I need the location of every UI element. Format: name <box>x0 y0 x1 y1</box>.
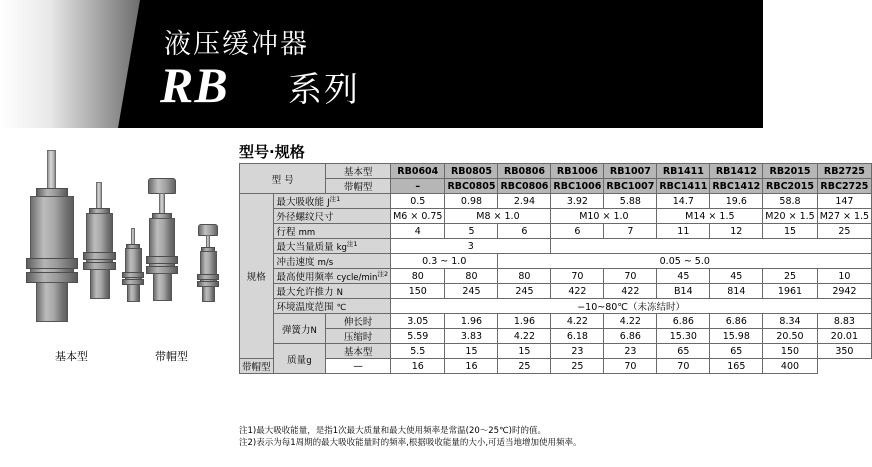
cell-spring-extend-8: 8.83 <box>817 314 871 329</box>
cell-max-thrust-5: B14 <box>657 284 710 299</box>
cell-max-energy-7: 58.8 <box>763 194 817 209</box>
row-label-spring-force-text: 弹簧力 <box>281 324 311 336</box>
cell-spring-extend-6: 6.86 <box>710 314 763 329</box>
table-row-max-thrust <box>240 284 872 299</box>
row-label-mass-unit: g <box>306 355 312 366</box>
cell-mass-basic-3: 23 <box>551 344 604 359</box>
cell-max-freq-0: 80 <box>391 269 445 284</box>
cell-spring-compress-1: 3.83 <box>445 329 498 344</box>
row-label-max-thrust <box>273 284 391 299</box>
cell-spring-extend-5: 6.86 <box>657 314 710 329</box>
cell-thread-3: M14 × 1.5 <box>657 209 763 224</box>
page-title-series: 系列 <box>288 70 360 110</box>
table-row-mass-capped <box>240 359 872 374</box>
col-header-2: RB0806 <box>498 164 551 179</box>
header-black-panel <box>140 0 763 128</box>
table-row-max-mass <box>240 239 872 254</box>
cell-spring-extend-3: 4.22 <box>551 314 604 329</box>
row-label-spec-group <box>240 194 274 359</box>
page-header <box>0 0 763 128</box>
cap-col-header-7: RBC2015 <box>763 179 817 194</box>
row-label-mass-text: 质量 <box>287 354 307 366</box>
cell-max-freq-8: 10 <box>817 269 871 284</box>
table-row-spring-extend <box>240 314 872 329</box>
row-label-max-mass-text: 最大当量质量 <box>276 242 334 254</box>
cell-max-freq-7: 25 <box>763 269 817 284</box>
table-row-model-basic <box>240 164 872 179</box>
cell-stroke-1: 5 <box>445 224 498 239</box>
row-label-max-thrust-text: 最大允许推力 <box>276 287 334 299</box>
row-label-max-freq-text: 最高使用频率 <box>276 272 334 284</box>
cell-mass-basic-5: 65 <box>657 344 710 359</box>
cell-max-freq-4: 70 <box>604 269 657 284</box>
row-label-temp-range <box>273 299 391 314</box>
cell-spring-extend-4: 4.22 <box>604 314 657 329</box>
cell-stroke-7: 15 <box>763 224 817 239</box>
cell-max-energy-3: 3.92 <box>551 194 604 209</box>
cell-stroke-6: 12 <box>710 224 763 239</box>
cell-max-freq-5: 45 <box>657 269 710 284</box>
row-label-max-energy-note: 注1 <box>329 195 341 203</box>
cell-mass-cap-1: 16 <box>391 359 445 374</box>
row-label-impact-speed-unit: m/s <box>317 258 334 269</box>
row-label-thread: 外径螺纹尺寸 <box>273 209 391 224</box>
row-label-temp-range-unit: ℃ <box>336 303 347 314</box>
row-label-spring-extend: 伸长时 <box>326 314 391 329</box>
row-label-temp-range-text: 环境温度范围 <box>276 302 334 314</box>
cell-stroke-0: 4 <box>391 224 445 239</box>
cell-impact-speed-0: 0.3 ~ 1.0 <box>391 254 498 269</box>
col-header-3: RB1006 <box>551 164 604 179</box>
cell-mass-basic-2: 15 <box>498 344 551 359</box>
table-row-max-frequency <box>240 269 872 284</box>
row-label-mass-cap: 带帽型 <box>240 359 274 374</box>
cell-mass-basic-1: 15 <box>445 344 498 359</box>
cap-col-header-1: RBC0805 <box>445 179 498 194</box>
table-row-max-energy <box>240 194 872 209</box>
footnote-2: 注2)表示为每1周期的最大吸收能量时的频率,根据吸收能量的大小,可适当地增加使用频率。 <box>239 438 582 449</box>
table-row-model-capped <box>240 179 872 194</box>
product-illustrations <box>0 140 228 370</box>
row-label-max-freq-note: 注2 <box>377 270 389 279</box>
cell-mass-basic-6: 65 <box>710 344 763 359</box>
cell-max-freq-3: 70 <box>551 269 604 284</box>
cell-max-freq-6: 45 <box>710 269 763 284</box>
cell-mass-cap-3: 25 <box>498 359 551 374</box>
cell-mass-basic-0: 5.5 <box>391 344 445 359</box>
cell-spring-extend-7: 8.34 <box>763 314 817 329</box>
row-label-spring-compress: 压缩时 <box>326 329 391 344</box>
cap-col-header-8: RBC2725 <box>817 179 871 194</box>
row-label-max-mass-note: 注1 <box>346 240 358 249</box>
cell-mass-basic-4: 23 <box>604 344 657 359</box>
cell-max-thrust-7: 1961 <box>763 284 817 299</box>
table-row-mass-basic <box>240 344 872 359</box>
row-label-max-freq-unit: cycle/min <box>336 273 378 284</box>
cell-mass-cap-8: 400 <box>763 359 817 374</box>
cell-stroke-8: 25 <box>817 224 871 239</box>
cap-col-header-3: RBC1006 <box>551 179 604 194</box>
row-label-spring-force <box>273 314 326 344</box>
row-label-stroke-unit: mm <box>298 228 316 239</box>
row-label-stroke <box>273 224 391 239</box>
row-label-model-group: 型 号 <box>240 164 326 194</box>
page-title-cn: 液压缓冲器 <box>164 29 309 60</box>
cell-stroke-4: 7 <box>604 224 657 239</box>
caption-basic-type: 基本型 <box>55 350 88 363</box>
cell-max-thrust-3: 422 <box>551 284 604 299</box>
cell-spring-compress-4: 6.86 <box>604 329 657 344</box>
row-label-type-basic: 基本型 <box>326 164 391 179</box>
cell-max-energy-0: 0.5 <box>391 194 445 209</box>
cell-max-mass-1 <box>551 239 872 254</box>
cap-col-header-0: – <box>391 179 445 194</box>
caption-capped-type: 带帽型 <box>155 350 188 363</box>
table-footnotes <box>239 425 582 450</box>
cell-impact-speed-1: 0.05 ~ 5.0 <box>498 254 872 269</box>
row-label-spring-force-unit: N <box>310 325 317 336</box>
row-label-stroke-text: 行程 <box>276 227 296 239</box>
table-row-impact-speed <box>240 254 872 269</box>
cap-col-header-2: RBC0806 <box>498 179 551 194</box>
cell-thread-4: M20 × 1.5 <box>763 209 817 224</box>
cell-spring-compress-7: 20.50 <box>763 329 817 344</box>
col-header-0: RB0604 <box>391 164 445 179</box>
cell-spring-compress-6: 15.98 <box>710 329 763 344</box>
cell-max-thrust-6: 814 <box>710 284 763 299</box>
cell-max-mass-0: 3 <box>391 239 551 254</box>
spec-table-title: 型号·规格 <box>239 143 305 161</box>
cell-stroke-5: 11 <box>657 224 710 239</box>
cell-max-thrust-2: 245 <box>498 284 551 299</box>
spec-table <box>239 163 872 374</box>
col-header-7: RB2015 <box>763 164 817 179</box>
cell-max-thrust-4: 422 <box>604 284 657 299</box>
cell-spring-compress-5: 15.30 <box>657 329 710 344</box>
spec-group-text: 规格 <box>246 272 266 284</box>
cell-spring-extend-2: 1.96 <box>498 314 551 329</box>
cell-max-energy-1: 0.98 <box>445 194 498 209</box>
cell-stroke-2: 6 <box>498 224 551 239</box>
cell-stroke-3: 6 <box>551 224 604 239</box>
cell-mass-cap-7: 165 <box>710 359 763 374</box>
row-label-max-mass <box>273 239 391 254</box>
cell-max-energy-5: 14.7 <box>657 194 710 209</box>
cell-thread-5: M27 × 1.5 <box>817 209 871 224</box>
cell-mass-cap-5: 70 <box>604 359 657 374</box>
row-label-max-energy-text: 最大吸收能 <box>276 197 325 209</box>
cell-thread-0: M6 × 0.75 <box>391 209 445 224</box>
table-row-stroke <box>240 224 872 239</box>
cell-thread-2: M10 × 1.0 <box>551 209 657 224</box>
row-label-mass <box>273 344 326 374</box>
table-row-spring-compress <box>240 329 872 344</box>
cell-spring-compress-3: 6.18 <box>551 329 604 344</box>
cell-spring-compress-2: 4.22 <box>498 329 551 344</box>
cap-col-header-4: RBC1007 <box>604 179 657 194</box>
cell-spring-compress-8: 20.01 <box>817 329 871 344</box>
cell-spring-extend-0: 3.05 <box>391 314 445 329</box>
cell-mass-cap-6: 70 <box>657 359 710 374</box>
cell-max-thrust-1: 245 <box>445 284 498 299</box>
row-label-impact-speed-text: 冲击速度 <box>276 257 315 269</box>
row-label-max-freq <box>273 269 391 284</box>
cell-max-energy-8: 147 <box>817 194 871 209</box>
row-label-mass-basic: 基本型 <box>326 344 391 359</box>
table-row-temp-range <box>240 299 872 314</box>
cap-col-header-6: RBC1412 <box>710 179 763 194</box>
cell-mass-basic-8: 350 <box>817 344 871 359</box>
cell-mass-cap-0: — <box>326 359 391 374</box>
cell-max-thrust-0: 150 <box>391 284 445 299</box>
row-label-max-thrust-unit: N <box>336 288 343 299</box>
col-header-5: RB1411 <box>657 164 710 179</box>
cell-mass-basic-7: 150 <box>763 344 817 359</box>
cap-col-header-5: RBC1411 <box>657 179 710 194</box>
table-row-thread <box>240 209 872 224</box>
cell-spring-compress-0: 5.59 <box>391 329 445 344</box>
col-header-1: RB0805 <box>445 164 498 179</box>
row-label-impact-speed <box>273 254 391 269</box>
cell-max-freq-1: 80 <box>445 269 498 284</box>
cell-mass-cap-2: 16 <box>445 359 498 374</box>
cell-thread-1: M8 × 1.0 <box>445 209 551 224</box>
cell-max-energy-2: 2.94 <box>498 194 551 209</box>
cell-temp-range-0: −10~80℃（未冻结时） <box>391 299 872 314</box>
cell-max-freq-2: 80 <box>498 269 551 284</box>
row-label-max-mass-unit: kg <box>336 243 347 254</box>
row-label-max-energy <box>273 194 391 209</box>
row-label-max-energy-unit: J <box>327 198 330 209</box>
page-title-model: RB <box>160 57 229 113</box>
row-label-type-cap: 带帽型 <box>326 179 391 194</box>
cell-max-energy-6: 19.6 <box>710 194 763 209</box>
cell-max-thrust-8: 2942 <box>817 284 871 299</box>
col-header-4: RB1007 <box>604 164 657 179</box>
cell-mass-cap-4: 25 <box>551 359 604 374</box>
footnote-1: 注1)最大吸收能量，是指1次最大质量和最大使用频率是常温(20～25℃)时的值。 <box>239 426 546 436</box>
col-header-6: RB1412 <box>710 164 763 179</box>
col-header-8: RB2725 <box>817 164 871 179</box>
cell-spring-extend-1: 1.96 <box>445 314 498 329</box>
cell-max-energy-4: 5.88 <box>604 194 657 209</box>
